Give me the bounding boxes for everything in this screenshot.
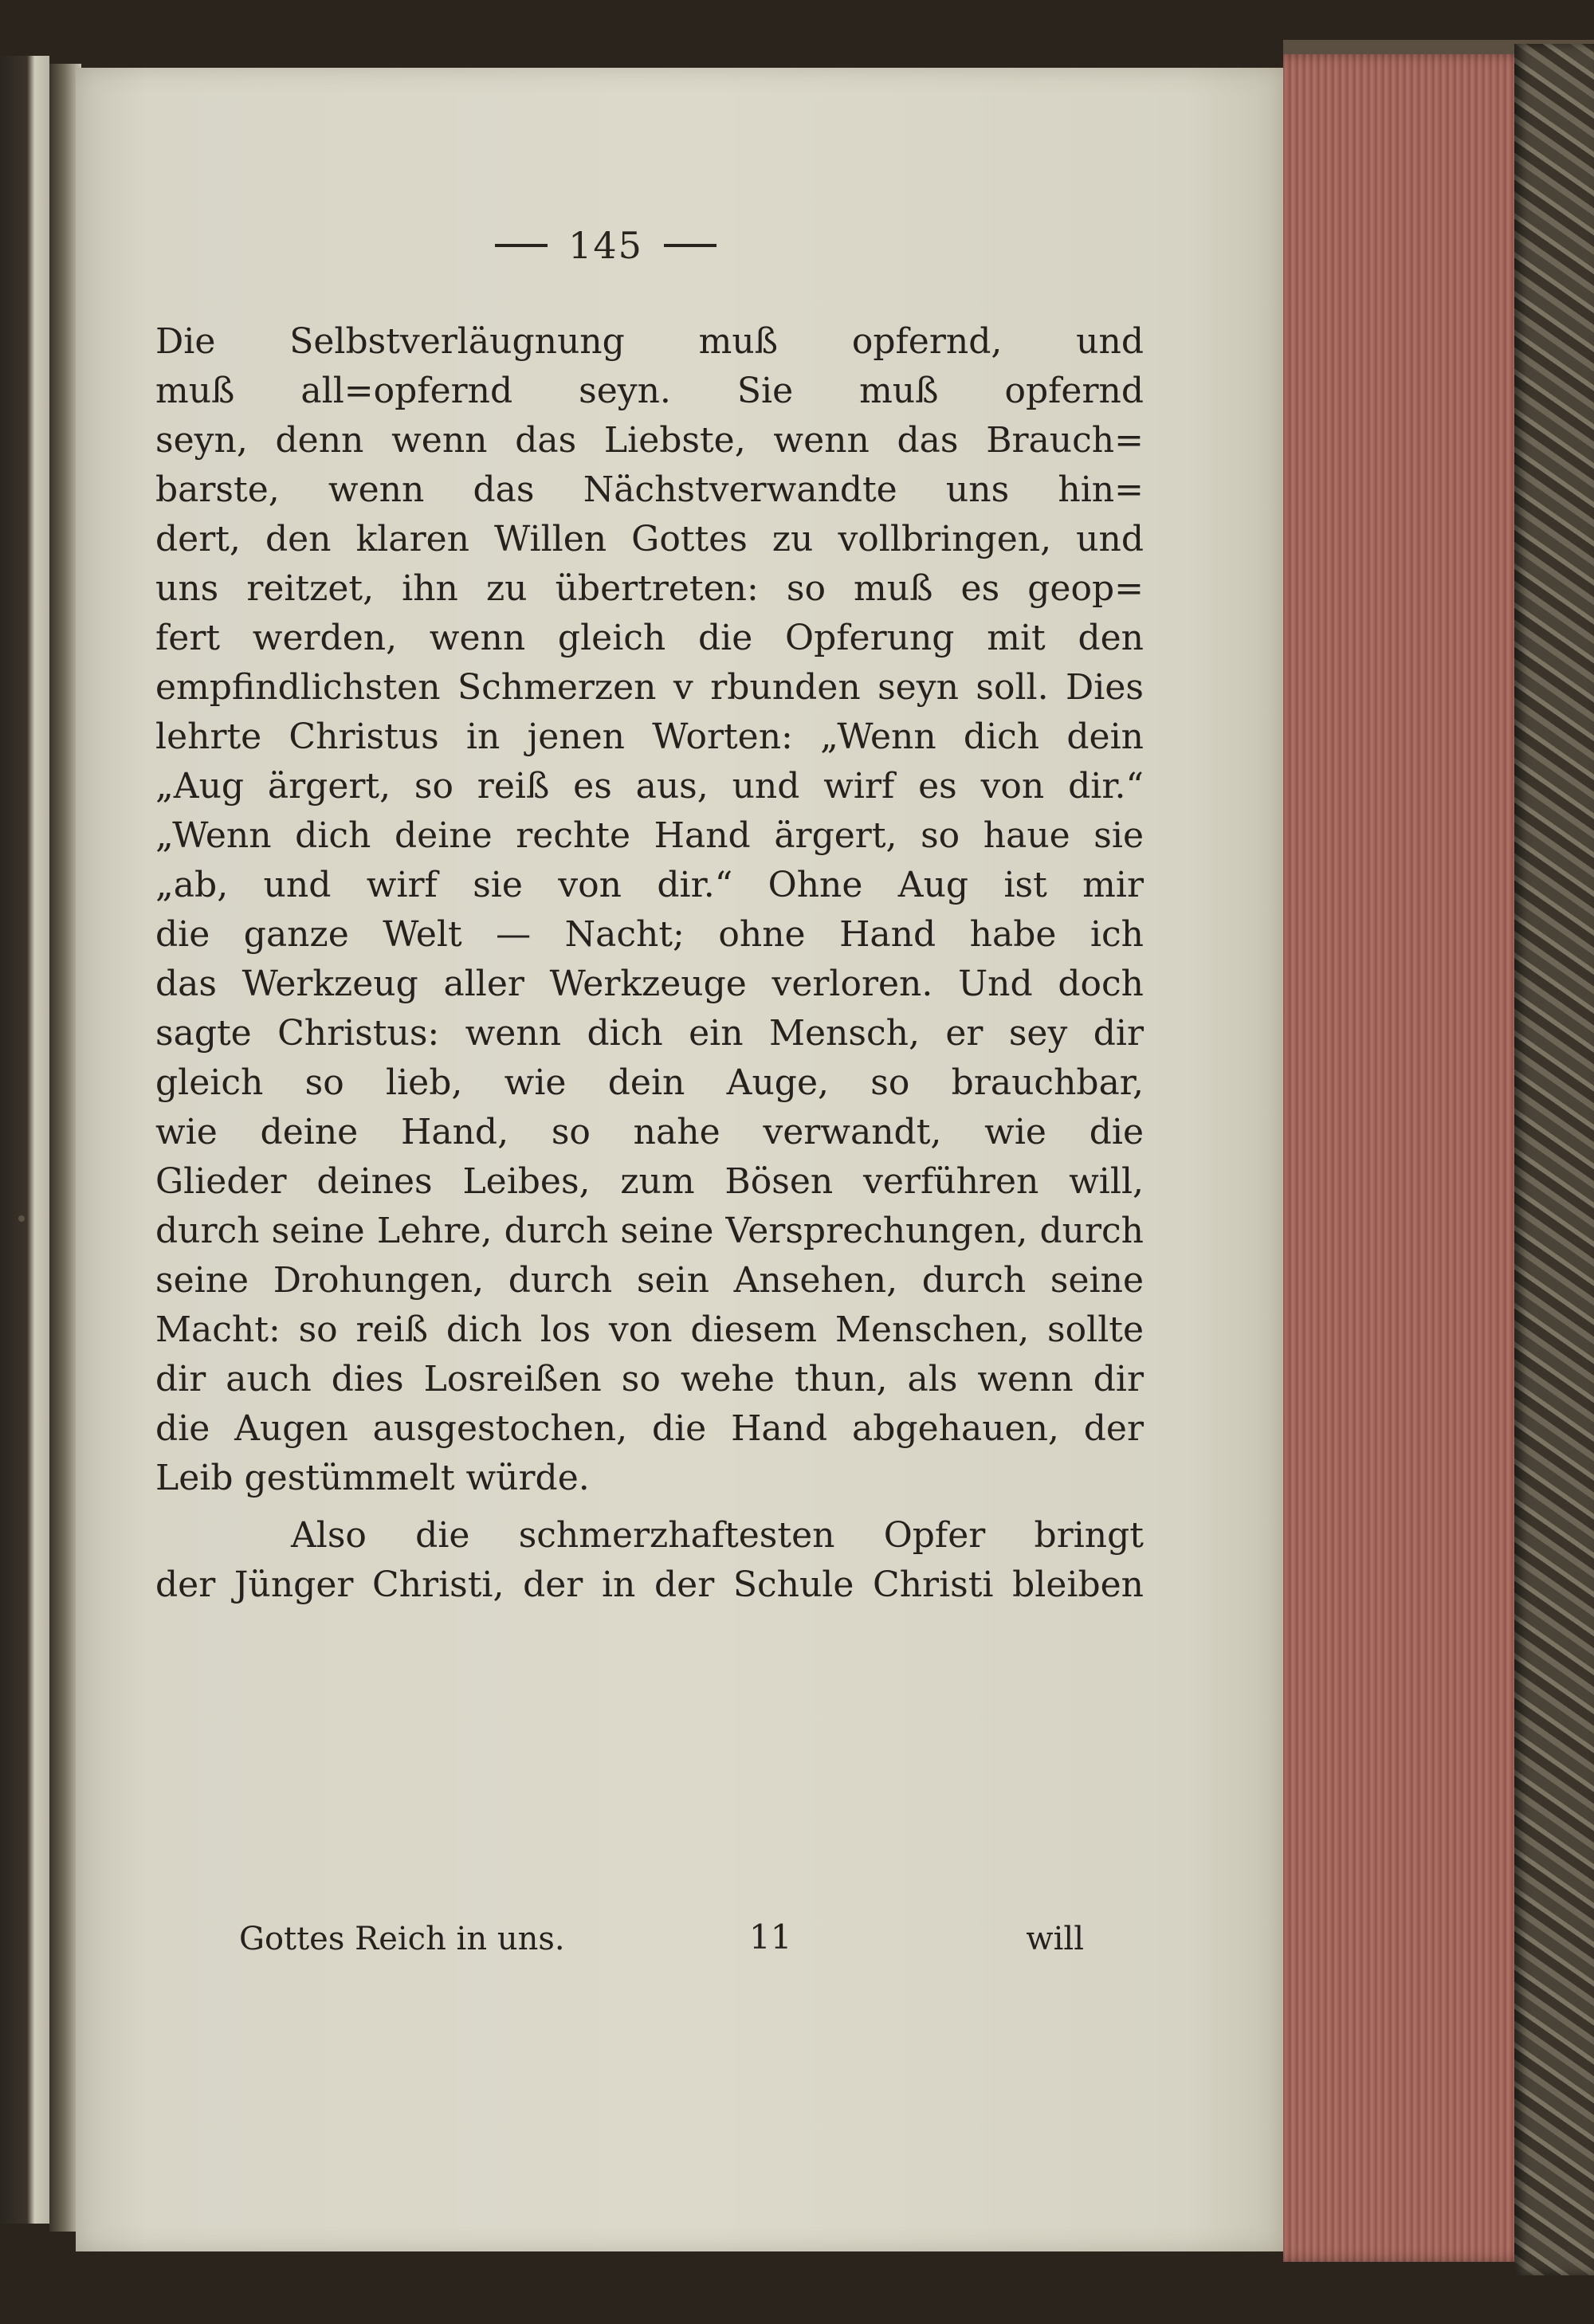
- catchword: will: [1026, 1921, 1084, 1957]
- text-line: fert werden, wenn gleich die Opferung mit den: [155, 618, 1144, 658]
- text-line: seyn, denn wenn das Liebste, wenn das Brauch=: [155, 420, 1144, 461]
- body-text: [155, 317, 1144, 1610]
- text-line: wie deine Hand, so nahe verwandt, wie die: [155, 1112, 1144, 1152]
- text-line: Leib gestümmelt würde.: [155, 1458, 590, 1498]
- running-header: [462, 214, 749, 277]
- marbled-cover: [1514, 44, 1594, 2275]
- text-line: die Augen ausgestochen, die Hand abgehauen, der: [155, 1408, 1144, 1449]
- page-footer: [239, 1918, 1084, 1977]
- text-line: uns reitzet, ihn zu übertreten: so muß es geop=: [155, 568, 1144, 609]
- text-line: durch seine Lehre, durch seine Versprechungen, durch: [155, 1211, 1144, 1251]
- page-fore-edge: [1283, 54, 1530, 2262]
- header-dash-right: [664, 244, 717, 247]
- text-line: barste, wenn das Nächstverwandte uns hin=: [155, 469, 1144, 510]
- text-line: die ganze Welt — Nacht; ohne Hand habe ich: [155, 914, 1144, 955]
- paragraph-gap: [155, 1503, 1144, 1511]
- page-number: 145: [568, 224, 643, 267]
- ink-smudge: [18, 1215, 25, 1222]
- text-line: gleich so lieb, wie dein Auge, so brauchbar,: [155, 1062, 1144, 1103]
- text-line: Also die schmerzhaftesten Opfer bringt: [291, 1515, 1144, 1556]
- text-line: muß all=opfernd seyn. Sie muß opfernd: [155, 371, 1144, 411]
- text-line: seine Drohungen, durch sein Ansehen, durch seine: [155, 1260, 1144, 1301]
- signature-mark: 11: [749, 1918, 792, 1957]
- previous-page-edge: [0, 56, 49, 2224]
- signature-title: Gottes Reich in uns.: [239, 1921, 565, 1957]
- header-dash-left: [495, 244, 548, 247]
- text-line: sagte Christus: wenn dich ein Mensch, er sey dir: [155, 1013, 1144, 1054]
- text-line: Macht: so reiß dich los von diesem Menschen, sollte: [155, 1309, 1144, 1350]
- text-line: „Aug ärgert, so reiß es aus, und wirf es von dir.“: [155, 766, 1144, 807]
- text-line: dert, den klaren Willen Gottes zu vollbringen, und: [155, 519, 1144, 559]
- text-line: „ab, und wirf sie von dir.“ Ohne Aug ist mir: [155, 865, 1144, 905]
- text-line: lehrte Christus in jenen Worten: „Wenn dich dein: [155, 716, 1144, 757]
- text-line: Glieder deines Leibes, zum Bösen verführen will,: [155, 1161, 1144, 1202]
- text-line: der Jünger Christi, der in der Schule Christi bleiben: [155, 1564, 1144, 1605]
- text-line: das Werkzeug aller Werkzeuge verloren. Und doch: [155, 964, 1144, 1004]
- text-line: dir auch dies Losreißen so wehe thun, als wenn dir: [155, 1359, 1144, 1400]
- text-line: Die Selbstverläugnung muß opfernd, und: [155, 321, 1144, 362]
- text-line: empfindlichsten Schmerzen v rbunden seyn soll. Dies: [155, 667, 1144, 708]
- text-line: „Wenn dich deine rechte Hand ärgert, so haue sie: [155, 815, 1144, 856]
